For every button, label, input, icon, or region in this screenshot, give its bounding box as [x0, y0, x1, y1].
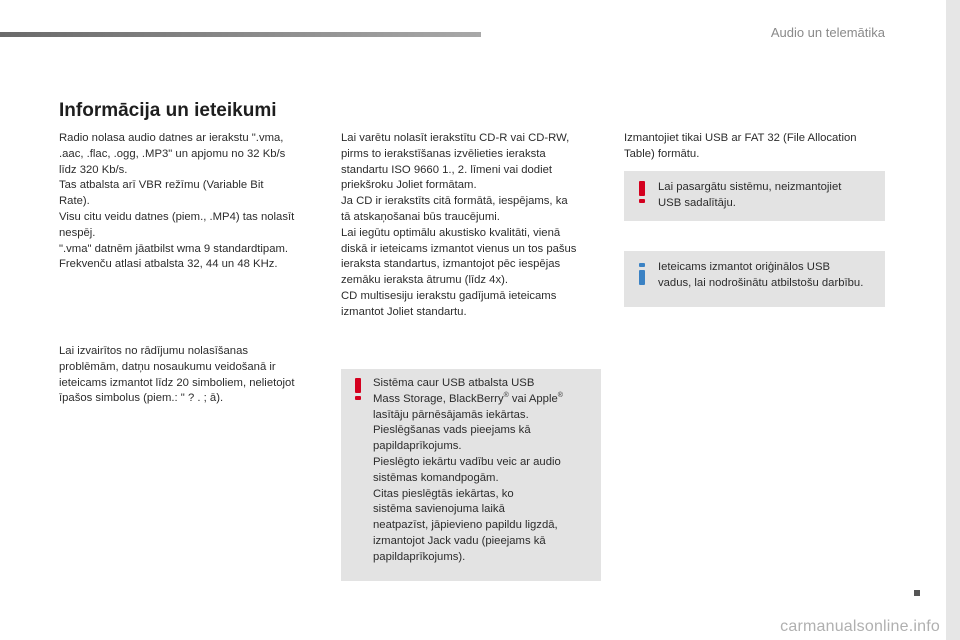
text-line: īpašos simbolus (piem.: " ? . ; ā).	[59, 392, 224, 405]
text-line: izmantojot Jack vadu (pieejams kā	[373, 534, 546, 547]
text-line: izmantot Joliet standartu.	[341, 305, 467, 318]
text-line: nespēj.	[59, 226, 96, 239]
header-rule	[0, 32, 481, 37]
text-line: Ja CD ir ierakstīts citā formātā, iespējams, ka	[341, 195, 568, 208]
registered-mark: ®	[503, 392, 509, 400]
section-title: Audio un telemātika	[770, 25, 885, 40]
end-marker	[914, 590, 920, 596]
text-line: vadus, lai nodrošinātu atbilstošu darbību.	[658, 276, 864, 289]
text-line: papildaprīkojums).	[373, 550, 466, 563]
text-line: papildaprīkojums.	[373, 440, 462, 453]
text-line: sistēmas komandpogām.	[373, 471, 499, 484]
text-line: pirms to ierakstīšanas izvēlieties ieraksta	[341, 147, 546, 160]
text-line: Lai varētu nolasīt ierakstītu CD-R vai CD-RW,	[341, 132, 570, 144]
text-line: Ieteicams izmantot oriģinālos USB	[658, 261, 831, 273]
warning-icon	[639, 181, 645, 203]
text-line: Izmantojiet tikai USB ar FAT 32 (File Allocation	[624, 132, 857, 144]
text-line: ieraksta standartus, izmantojot pēc iespējas	[341, 258, 561, 271]
page-title: Informācija un ieteikumi	[59, 100, 277, 121]
text-line: problēmām, datņu nosaukumu veidošanā ir	[59, 360, 276, 373]
text-line: standartu ISO 9660 1., 2. līmeni vai dodiet	[341, 163, 553, 176]
text-line: Tas atbalsta arī VBR režīmu (Variable Bit	[59, 179, 264, 192]
text-line: zemāku ieraksta ātrumu (līdz 4x).	[341, 274, 508, 287]
text-line: USB sadalītāju.	[658, 196, 736, 209]
text-line: Visu citu veidu datnes (piem., .MP4) tas nolasīt	[59, 210, 295, 223]
text-fragment: vai Apple	[508, 392, 558, 405]
registered-mark: ®	[557, 392, 563, 400]
text-line: .aac, .flac, .ogg, .MP3" un apjomu no 32 Kb/s	[59, 147, 286, 160]
text-line: Lai izvairītos no rādījumu nolasīšanas	[59, 345, 249, 357]
text-line: CD multisesiju ierakstu gadījumā ieteicams	[341, 289, 557, 302]
text-line: Rate).	[59, 195, 90, 208]
text-line: diskā ir ieteicams izmantot vienus un tos pašus	[341, 242, 577, 255]
text-line: sistēma savienojuma laikā	[373, 503, 505, 516]
text-line: ".vma" datnēm jāatbilst wma 9 standardtipam.	[59, 242, 289, 255]
warning-text	[373, 376, 563, 566]
text-line: neatpazīst, jāpievieno papildu ligzdā,	[373, 519, 558, 532]
page-edge-strip	[946, 0, 960, 640]
usb-hub-warning-box	[624, 171, 885, 221]
text-line: Citas pieslēgtās iekārtas, ko	[373, 487, 514, 500]
text-line	[373, 392, 563, 408]
watermark: carmanualsonline.info	[780, 618, 940, 635]
text-line: Pieslēgšanas vads pieejams kā	[373, 424, 531, 437]
text-fragment: Mass Storage, BlackBerry	[373, 392, 504, 405]
text-line: Lai pasargātu sistēmu, neizmantojiet	[658, 181, 842, 193]
col2-para1	[341, 131, 576, 321]
text-line: Table) formātu.	[624, 147, 700, 160]
col1-para2	[59, 344, 294, 407]
text-line: līdz 320 Kb/s.	[59, 163, 128, 176]
text-line: tā atskaņošanai būs traucējumi.	[341, 210, 500, 223]
text-line: priekšroku Joliet formātam.	[341, 179, 477, 192]
text-line: Lai iegūtu optimālu akustisko kvalitāti, vienā	[341, 226, 561, 239]
usb-cable-info-box	[624, 251, 885, 307]
col3-para1	[624, 131, 857, 163]
text-line: ieteicams izmantot līdz 20 simboliem, nelietojot	[59, 376, 295, 389]
text-line: Sistēma caur USB atbalsta USB	[373, 377, 535, 389]
text-line: Pieslēgto iekārtu vadību veic ar audio	[373, 455, 561, 468]
col1-para1	[59, 131, 294, 273]
info-icon	[639, 263, 645, 285]
text-line: lasītāju pārnēsājamās iekārtas.	[373, 408, 529, 421]
text-line: Radio nolasa audio datnes ar ierakstu ".vma,	[59, 132, 284, 144]
usb-support-warning-box	[341, 369, 601, 581]
text-line: Frekvenču atlasi atbalsta 32, 44 un 48 KHz.	[59, 258, 278, 271]
warning-text	[658, 180, 841, 212]
info-text	[658, 260, 863, 292]
warning-icon	[355, 378, 361, 400]
